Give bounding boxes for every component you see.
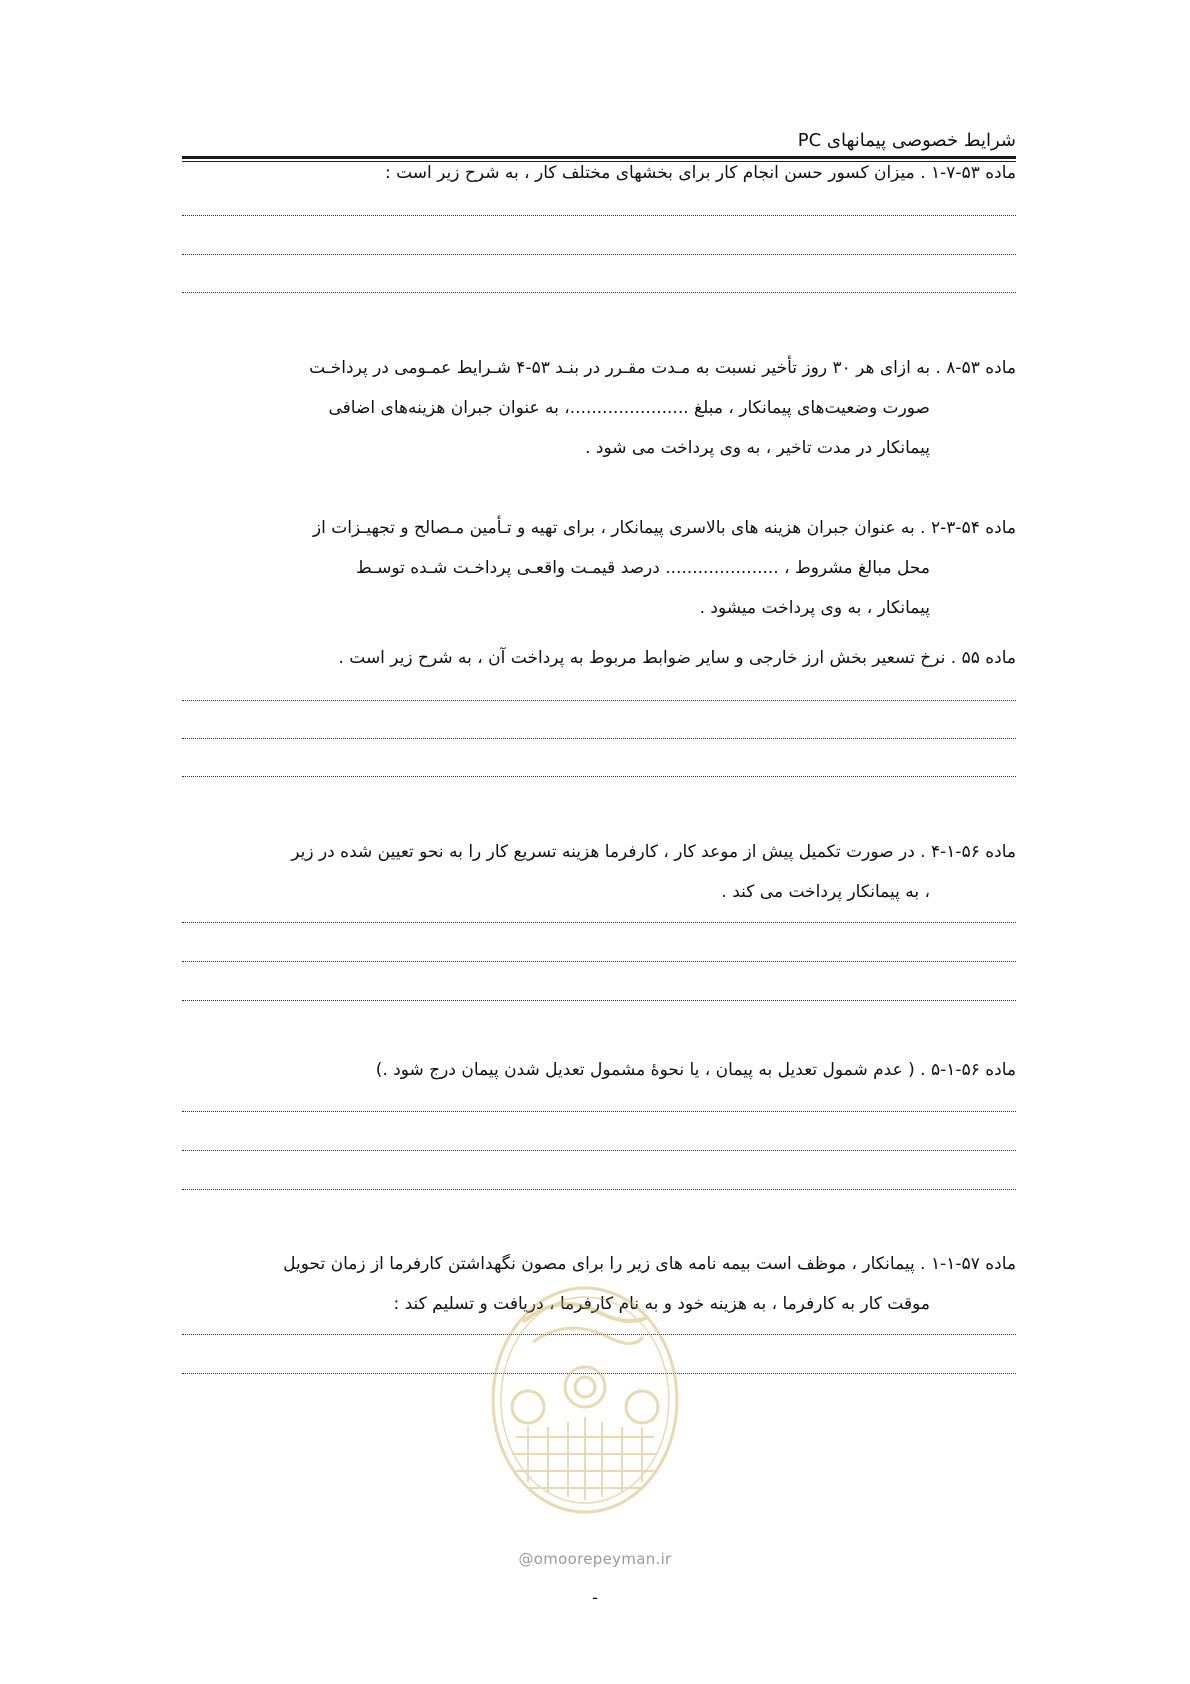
clause-text-continued: پیمانکار ، به وی پرداخت میشود . bbox=[699, 598, 930, 618]
clause-text-continued: محل مبالغ مشروط ، ..................... درصد قیمـت واقعـی پرداخـت شـده توسـط bbox=[355, 558, 930, 578]
page-header bbox=[182, 126, 1016, 162]
blank-line bbox=[182, 254, 1016, 255]
blank-line bbox=[182, 776, 1016, 777]
watermark-url: @omoorepeyman.ir bbox=[518, 1550, 672, 1568]
clause-text: ماده ۵۵ . نرخ تسعیر بخش ارز خارجی و سایر ضوابط مربوط به پرداخت آن ، به شرح زیر است . bbox=[338, 648, 1016, 668]
page-number: - bbox=[592, 1588, 598, 1607]
blank-line bbox=[182, 215, 1016, 216]
clause-text: ماده ۵۷-۱-۱ . پیمانکار ، موظف است بیمه نامه های زیر را برای مصون نگهداشتن کارفرما از زمان تحویل bbox=[283, 1254, 1016, 1274]
blank-line bbox=[182, 738, 1016, 739]
clause-text-continued: ، به پیمانکار پرداخت می کند . bbox=[721, 882, 930, 902]
clause-53-7-1 bbox=[182, 160, 1016, 186]
clause-54-3-2 bbox=[182, 508, 1016, 628]
watermark-seal-icon bbox=[488, 1282, 682, 1518]
blank-line bbox=[182, 961, 1016, 962]
blank-line bbox=[182, 922, 1016, 923]
blank-line bbox=[182, 700, 1016, 701]
clause-53-8 bbox=[182, 348, 1016, 468]
clause-text-continued: موقت کار به کارفرما ، به هزینه خود و به نام کارفرما ، دریافت و تسلیم کند : bbox=[393, 1294, 930, 1314]
clause-text: ماده ۵۶-۱-۴ . در صورت تکمیل پیش از موعد کار ، کارفرما هزینه تسریع کار را به نحو تعیین شده در زیر bbox=[291, 842, 1016, 862]
blank-line bbox=[182, 292, 1016, 293]
clause-55 bbox=[182, 645, 1016, 671]
clause-56-1-5 bbox=[182, 1057, 1016, 1083]
header-title: شرایط خصوصی پیمانهای PC bbox=[797, 130, 1016, 151]
blank-line bbox=[182, 1111, 1016, 1112]
clause-text: ماده ۵۳-۷-۱ . میزان کسور حسن انجام کار برای بخشهای مختلف کار ، به شرح زیر است : bbox=[384, 163, 1016, 183]
blank-line bbox=[182, 1150, 1016, 1151]
clause-text: ماده ۵۳-۸ . به ازای هر ۳۰ روز تأخیر نسبت به مـدت مقـرر در بنـد ۵۳-۴ شـرایط عمـومی در پرداخـت bbox=[309, 358, 1016, 378]
clause-text-continued: پیمانکار در مدت تاخیر ، به وی پرداخت می شود . bbox=[585, 438, 930, 458]
blank-line bbox=[182, 1000, 1016, 1001]
clause-text-continued: صورت وضعیت‌های پیمانکار ، مبلغ ......................، به عنوان جبران هزینه‌های اضافی bbox=[328, 398, 930, 418]
blank-line bbox=[182, 1189, 1016, 1190]
clause-56-1-4 bbox=[182, 832, 1016, 912]
header-rule-thick bbox=[182, 156, 1016, 159]
clause-text: ماده ۵۶-۱-۵ . ( عدم شمول تعدیل به پیمان ، یا نحوهٔ مشمول تعدیل شدن پیمان درج شود .) bbox=[375, 1060, 1016, 1080]
clause-text: ماده ۵۴-۳-۲ . به عنوان جبران هزینه های بالاسری پیمانکار ، برای تهیه و تـأمین مـصالح و تجهیـزات از bbox=[312, 518, 1016, 538]
